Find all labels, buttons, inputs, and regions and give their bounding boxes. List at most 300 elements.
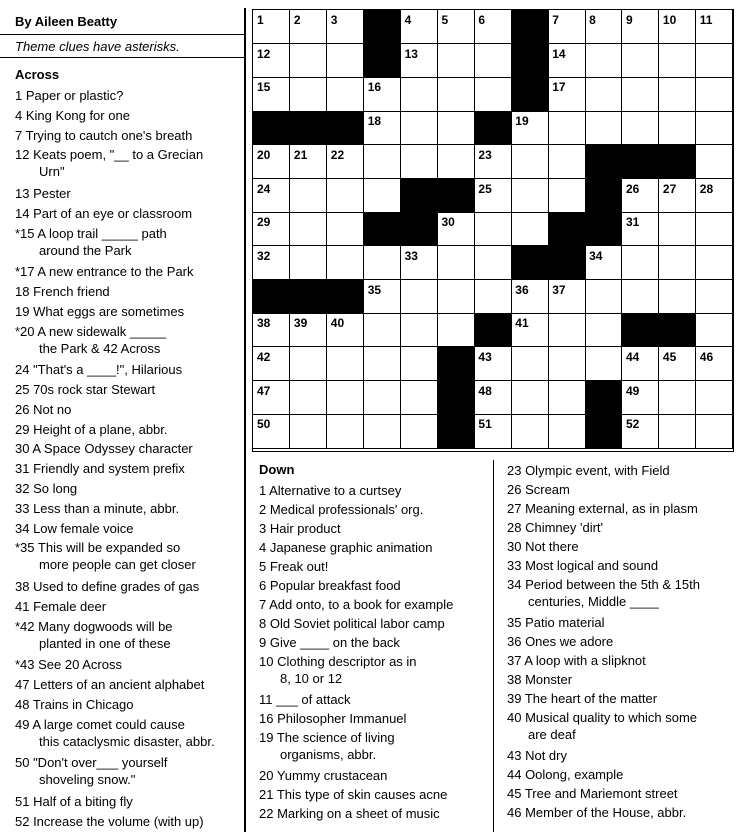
grid-cell[interactable] <box>401 381 438 415</box>
clue-item[interactable] <box>15 185 71 202</box>
clue-item[interactable] <box>15 146 203 180</box>
grid-cell[interactable] <box>290 212 327 246</box>
clue-item[interactable] <box>15 361 182 378</box>
grid-block <box>253 111 290 145</box>
grid-cell[interactable] <box>327 246 364 280</box>
grid-cell[interactable] <box>401 246 438 280</box>
clue-item[interactable] <box>15 381 155 398</box>
grid-cell[interactable] <box>511 179 548 213</box>
grid-cell[interactable] <box>364 111 401 145</box>
grid-cell[interactable] <box>622 381 659 415</box>
clue-item[interactable] <box>15 578 199 595</box>
grid-cell[interactable] <box>474 414 511 448</box>
grid-cell[interactable] <box>474 212 511 246</box>
clue-item[interactable] <box>507 785 678 802</box>
grid-cell[interactable] <box>401 414 438 448</box>
grid-cell[interactable] <box>511 212 548 246</box>
grid-cell[interactable] <box>327 347 364 381</box>
clue-text-continued: this cataclysmic disaster, abbr. <box>39 733 215 749</box>
clue-item[interactable] <box>15 127 192 144</box>
grid-block <box>401 179 438 213</box>
grid-block <box>511 10 548 44</box>
grid-cell[interactable] <box>253 145 290 179</box>
grid-cell[interactable] <box>290 44 327 78</box>
grid-cell[interactable] <box>253 77 290 111</box>
clue-text: 24 "That's a ____!", Hilarious <box>15 362 183 378</box>
grid-cell[interactable] <box>696 313 733 347</box>
clue-item[interactable] <box>259 501 423 518</box>
clue-item[interactable] <box>15 87 123 104</box>
grid-cell[interactable] <box>364 246 401 280</box>
clue-item[interactable] <box>507 690 657 707</box>
clue-text: 31 Friendly and system prefix <box>15 461 185 477</box>
grid-cell[interactable] <box>364 381 401 415</box>
clue-item[interactable] <box>259 691 351 708</box>
clue-item[interactable] <box>15 205 192 222</box>
grid-cell[interactable] <box>438 145 475 179</box>
clue-item[interactable] <box>15 500 179 517</box>
grid-cell[interactable] <box>696 414 733 448</box>
grid-cell[interactable] <box>327 145 364 179</box>
grid-cell[interactable] <box>364 179 401 213</box>
cell-number: 45 <box>662 350 677 364</box>
grid-cell[interactable] <box>290 10 327 44</box>
clue-text: 12 Keats poem, "__ to a Grecian <box>15 147 204 163</box>
grid-cell[interactable] <box>585 347 622 381</box>
grid-cell[interactable] <box>659 179 696 213</box>
grid-block <box>401 212 438 246</box>
grid-cell[interactable] <box>585 246 622 280</box>
clue-item[interactable] <box>15 283 110 300</box>
clue-item[interactable] <box>259 558 328 575</box>
clue-text: 19 The science of living <box>259 730 395 745</box>
grid-cell[interactable] <box>548 44 585 78</box>
clue-item[interactable] <box>507 633 613 650</box>
grid-cell[interactable] <box>438 111 475 145</box>
across-heading: Across <box>15 67 60 82</box>
grid-cell[interactable] <box>401 313 438 347</box>
grid-cell[interactable] <box>548 313 585 347</box>
grid-cell[interactable] <box>474 10 511 44</box>
grid-cell[interactable] <box>696 246 733 280</box>
clue-text: 11 ___ of attack <box>259 692 351 707</box>
grid-cell[interactable] <box>511 111 548 145</box>
grid-cell[interactable] <box>253 347 290 381</box>
clue-item[interactable] <box>15 676 204 693</box>
clue-text: 1 Paper or plastic? <box>15 88 124 103</box>
grid-cell[interactable] <box>696 111 733 145</box>
grid-cell[interactable] <box>585 280 622 314</box>
grid-cell[interactable] <box>438 10 475 44</box>
clue-item[interactable] <box>259 482 401 499</box>
grid-cell[interactable] <box>438 212 475 246</box>
grid-cell[interactable] <box>696 280 733 314</box>
grid-cell[interactable] <box>622 212 659 246</box>
grid-block <box>290 111 327 145</box>
grid-cell[interactable] <box>253 313 290 347</box>
grid-cell[interactable] <box>511 313 548 347</box>
rule-bottom <box>0 57 244 58</box>
clue-text: 38 Used to define grades of gas <box>15 579 200 594</box>
grid-cell[interactable] <box>585 10 622 44</box>
clue-item[interactable] <box>507 481 570 498</box>
grid-cell[interactable] <box>548 10 585 44</box>
column-divider <box>244 8 246 832</box>
cell-number: 34 <box>589 248 603 263</box>
grid-block <box>364 44 401 78</box>
clue-text: 22 Marking on a sheet of music <box>259 806 440 821</box>
clue-item[interactable] <box>15 754 167 788</box>
grid-cell[interactable] <box>548 280 585 314</box>
clue-text: 20 Yummy crustacean <box>259 768 388 783</box>
grid-cell[interactable] <box>696 10 733 44</box>
clue-text: 51 Half of a biting fly <box>15 793 133 809</box>
cell-number: 1 <box>257 13 264 27</box>
grid-cell[interactable] <box>327 77 364 111</box>
clue-text: 13 Pester <box>15 186 71 201</box>
rule-top <box>0 34 244 35</box>
cell-number: 37 <box>552 282 566 297</box>
clue-item[interactable] <box>259 634 400 651</box>
clue-item[interactable] <box>507 576 700 610</box>
clue-text: 28 Chimney 'dirt' <box>507 520 604 535</box>
clue-item[interactable] <box>507 462 670 479</box>
crossword-grid[interactable] <box>252 9 734 452</box>
grid-cell[interactable] <box>290 414 327 448</box>
clue-text: 3 Hair product <box>259 521 341 536</box>
cell-number: 19 <box>515 114 529 129</box>
clue-text: 41 Female deer <box>15 598 107 614</box>
clue-item[interactable] <box>507 709 697 743</box>
grid-cell[interactable] <box>327 10 364 44</box>
cell-number: 21 <box>293 147 308 162</box>
grid-cell[interactable] <box>696 44 733 78</box>
clue-item[interactable] <box>15 107 130 124</box>
grid-cell[interactable] <box>327 44 364 78</box>
grid-cell[interactable] <box>327 414 364 448</box>
cell-number: 25 <box>478 181 492 196</box>
grid-block <box>548 246 585 280</box>
clue-item[interactable] <box>15 656 122 673</box>
grid-cell[interactable] <box>696 381 733 415</box>
clue-text-continued: the Park & 42 Across <box>39 340 161 356</box>
grid-cell[interactable] <box>474 381 511 415</box>
grid-cell[interactable] <box>548 145 585 179</box>
down-column-divider <box>493 460 494 832</box>
grid-cell[interactable] <box>659 212 696 246</box>
grid-cell[interactable] <box>474 145 511 179</box>
clue-text: 47 Letters of an ancient alphabet <box>15 677 205 692</box>
grid-cell[interactable] <box>401 111 438 145</box>
clue-item[interactable] <box>259 577 401 594</box>
clue-item[interactable] <box>507 538 579 555</box>
cell-number: 20 <box>257 147 271 162</box>
grid-cell[interactable] <box>327 179 364 213</box>
clue-item[interactable] <box>15 539 196 573</box>
clue-item[interactable] <box>15 460 185 477</box>
grid-cell[interactable] <box>659 381 696 415</box>
grid-block <box>622 313 659 347</box>
clue-text-continued: centuries, Middle ____ <box>528 594 659 609</box>
clue-text-continued: planted in one of these <box>39 635 171 651</box>
grid-cell[interactable] <box>253 10 290 44</box>
clue-text: 26 Scream <box>507 482 570 497</box>
cell-number: 12 <box>257 46 271 61</box>
grid-cell[interactable] <box>548 77 585 111</box>
grid-cell[interactable] <box>401 44 438 78</box>
grid-cell[interactable] <box>364 414 401 448</box>
clue-item[interactable] <box>259 710 406 727</box>
grid-block <box>364 212 401 246</box>
clue-item[interactable] <box>15 323 166 357</box>
cell-number: 6 <box>478 13 486 27</box>
cell-number: 26 <box>626 181 640 196</box>
grid-cell[interactable] <box>364 347 401 381</box>
clue-item[interactable] <box>15 225 167 259</box>
cell-number: 39 <box>293 316 308 331</box>
grid-cell[interactable] <box>401 10 438 44</box>
grid-cell[interactable] <box>253 179 290 213</box>
clue-item[interactable] <box>507 652 646 669</box>
cell-number: 3 <box>330 13 338 27</box>
clue-item[interactable] <box>15 263 194 280</box>
grid-block <box>511 44 548 78</box>
grid-block <box>364 10 401 44</box>
clue-item[interactable] <box>15 421 168 438</box>
grid-block <box>438 381 475 415</box>
clue-item[interactable] <box>507 519 603 536</box>
grid-cell[interactable] <box>585 77 622 111</box>
cell-number: 30 <box>441 215 455 230</box>
grid-cell[interactable] <box>585 111 622 145</box>
clue-item[interactable] <box>259 615 445 632</box>
cell-number: 31 <box>626 215 640 230</box>
cell-number: 11 <box>699 13 713 27</box>
clue-text: 35 Patio material <box>507 615 605 630</box>
cell-number: 42 <box>257 350 271 364</box>
clue-item[interactable] <box>507 671 572 688</box>
grid-cell[interactable] <box>548 347 585 381</box>
grid-cell[interactable] <box>438 44 475 78</box>
clue-item[interactable] <box>259 653 417 687</box>
grid-cell[interactable] <box>438 77 475 111</box>
clue-text: 44 Oolong, example <box>507 767 624 782</box>
clue-text: 37 A loop with a slipknot <box>507 653 646 668</box>
grid-cell[interactable] <box>622 347 659 381</box>
clue-text: *20 A new sidewalk _____ <box>15 323 167 339</box>
clue-item[interactable] <box>507 614 605 631</box>
cell-number: 15 <box>257 80 271 95</box>
grid-cell[interactable] <box>622 111 659 145</box>
grid-cell[interactable] <box>622 179 659 213</box>
cell-number: 2 <box>293 13 301 27</box>
clue-text: 4 Japanese graphic animation <box>259 540 433 555</box>
clue-text: 5 Freak out! <box>259 559 329 574</box>
clue-text: 39 The heart of the matter <box>507 691 658 706</box>
grid-block <box>327 280 364 314</box>
grid-cell[interactable] <box>364 145 401 179</box>
grid-cell[interactable] <box>659 246 696 280</box>
clue-item[interactable] <box>15 716 215 750</box>
clue-item[interactable] <box>15 598 106 615</box>
grid-cell[interactable] <box>622 44 659 78</box>
grid-cell[interactable] <box>511 381 548 415</box>
clue-item[interactable] <box>259 596 453 613</box>
grid-cell[interactable] <box>696 212 733 246</box>
clue-item[interactable] <box>15 618 173 652</box>
grid-block <box>585 381 622 415</box>
grid-cell[interactable] <box>327 212 364 246</box>
grid-cell[interactable] <box>401 280 438 314</box>
cell-number: 46 <box>699 350 714 364</box>
clue-text: 7 Trying to cautch one's breath <box>15 127 193 143</box>
clue-item[interactable] <box>507 804 686 821</box>
grid-cell[interactable] <box>659 10 696 44</box>
clue-item[interactable] <box>15 303 184 320</box>
grid-block <box>585 414 622 448</box>
grid-cell[interactable] <box>696 179 733 213</box>
cell-number: 36 <box>515 282 529 297</box>
theme-note: Theme clues have asterisks. <box>15 39 180 54</box>
grid-cell[interactable] <box>253 246 290 280</box>
grid-cell[interactable] <box>290 381 327 415</box>
grid-cell[interactable] <box>696 145 733 179</box>
clue-text-continued: shoveling snow." <box>39 772 136 788</box>
grid-block <box>253 280 290 314</box>
grid-cell[interactable] <box>548 111 585 145</box>
grid-cell[interactable] <box>290 77 327 111</box>
grid-block <box>511 246 548 280</box>
clue-item[interactable] <box>15 401 71 418</box>
grid-cell[interactable] <box>659 280 696 314</box>
grid-cell[interactable] <box>659 44 696 78</box>
clue-item[interactable] <box>15 480 77 497</box>
grid-cell[interactable] <box>364 280 401 314</box>
clue-item[interactable] <box>259 805 440 822</box>
grid-cell[interactable] <box>290 246 327 280</box>
grid-cell[interactable] <box>474 44 511 78</box>
grid-block <box>474 111 511 145</box>
clue-text: 33 Less than a minute, abbr. <box>15 500 180 516</box>
grid-cell[interactable] <box>511 280 548 314</box>
clue-text: *17 A new entrance to the Park <box>15 264 194 280</box>
grid-cell[interactable] <box>474 347 511 381</box>
cell-number: 44 <box>626 350 640 364</box>
grid-cell[interactable] <box>401 145 438 179</box>
grid-cell[interactable] <box>622 280 659 314</box>
clue-text-continued: 8, 10 or 12 <box>280 671 343 686</box>
grid-cell[interactable] <box>622 77 659 111</box>
grid-cell[interactable] <box>364 313 401 347</box>
clue-item[interactable] <box>259 786 447 803</box>
grid-cell[interactable] <box>659 347 696 381</box>
grid-block <box>327 111 364 145</box>
grid-cell[interactable] <box>290 313 327 347</box>
cell-number: 5 <box>441 13 449 27</box>
cell-number: 48 <box>478 383 492 398</box>
grid-cell[interactable] <box>401 77 438 111</box>
grid-cell[interactable] <box>659 414 696 448</box>
grid-cell[interactable] <box>290 347 327 381</box>
clue-text: 43 Not dry <box>507 748 567 763</box>
grid-cell[interactable] <box>474 246 511 280</box>
clue-item[interactable] <box>15 520 134 537</box>
grid-cell[interactable] <box>622 414 659 448</box>
clue-item[interactable] <box>507 766 623 783</box>
grid-cell[interactable] <box>290 145 327 179</box>
clue-text-continued: Urn" <box>39 164 65 180</box>
clue-item[interactable] <box>507 747 567 764</box>
cell-number: 16 <box>367 80 382 95</box>
cell-number: 35 <box>367 282 382 297</box>
grid-cell[interactable] <box>364 77 401 111</box>
cell-number: 38 <box>257 316 271 331</box>
clue-item[interactable] <box>259 767 387 784</box>
clue-item[interactable] <box>507 557 658 574</box>
grid-cell[interactable] <box>511 145 548 179</box>
clue-item[interactable] <box>507 500 698 517</box>
grid-cell[interactable] <box>474 179 511 213</box>
grid-cell[interactable] <box>253 414 290 448</box>
byline: By Aileen Beatty <box>15 14 118 29</box>
cell-number: 40 <box>330 316 345 331</box>
grid-cell[interactable] <box>438 280 475 314</box>
grid-block <box>585 212 622 246</box>
cell-number: 8 <box>589 13 596 27</box>
grid-cell[interactable] <box>548 179 585 213</box>
grid-cell[interactable] <box>511 414 548 448</box>
grid-block <box>585 179 622 213</box>
clue-item[interactable] <box>15 793 133 810</box>
grid-cell[interactable] <box>290 179 327 213</box>
grid-cell[interactable] <box>622 10 659 44</box>
grid-cell[interactable] <box>548 381 585 415</box>
grid-cell[interactable] <box>696 77 733 111</box>
clue-item[interactable] <box>259 520 341 537</box>
clue-item[interactable] <box>259 539 432 556</box>
grid-cell[interactable] <box>327 313 364 347</box>
cell-number: 22 <box>330 147 345 162</box>
clue-item[interactable] <box>259 729 395 763</box>
grid-cell[interactable] <box>696 347 733 381</box>
clue-text: 34 Low female voice <box>15 520 134 536</box>
clue-item[interactable] <box>15 696 134 713</box>
grid-cell[interactable] <box>622 246 659 280</box>
grid-cell[interactable] <box>253 44 290 78</box>
grid-cell[interactable] <box>253 212 290 246</box>
clue-text: *42 Many dogwoods will be <box>15 618 173 634</box>
grid-block <box>548 212 585 246</box>
grid-cell[interactable] <box>548 414 585 448</box>
grid-cell[interactable] <box>327 381 364 415</box>
grid-cell[interactable] <box>474 77 511 111</box>
grid-cell[interactable] <box>253 381 290 415</box>
grid-cell[interactable] <box>585 44 622 78</box>
grid-cell[interactable] <box>659 111 696 145</box>
clue-item[interactable] <box>15 440 193 457</box>
grid-cell[interactable] <box>438 246 475 280</box>
grid-cell[interactable] <box>474 280 511 314</box>
grid-cell[interactable] <box>401 347 438 381</box>
cell-number: 49 <box>626 383 640 398</box>
clue-item[interactable] <box>15 813 204 830</box>
clue-text: 48 Trains in Chicago <box>15 696 134 712</box>
grid-cell[interactable] <box>438 313 475 347</box>
cell-number: 47 <box>257 383 271 398</box>
grid-cell[interactable] <box>511 347 548 381</box>
grid-cell[interactable] <box>659 77 696 111</box>
grid-cell[interactable] <box>585 313 622 347</box>
